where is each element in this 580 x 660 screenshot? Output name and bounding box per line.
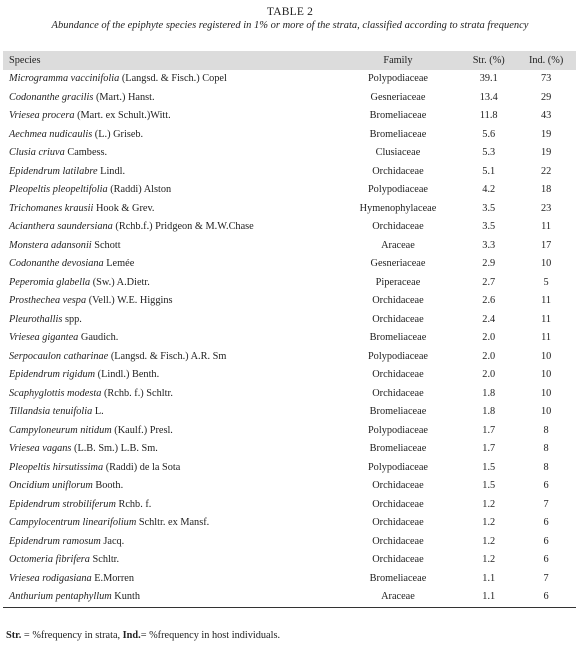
species-author: (Sw.) A.Dietr.: [92, 276, 150, 288]
table-row: [3, 477, 576, 496]
str-cell: 2.0: [482, 369, 496, 380]
family-cell: Bromeliaceae: [369, 406, 427, 417]
species-author: (Langsd. & Fisch.) A.R. Sm: [110, 350, 227, 362]
ind-cell: 8: [543, 424, 549, 436]
species-author: spp.: [64, 313, 82, 325]
species-name: Campylocentrum linearifolium: [9, 517, 137, 528]
epiphyte-table: [3, 51, 576, 608]
species-name: Codonanthe devosiana: [9, 258, 104, 269]
family-cell: Orchidaceae: [372, 535, 424, 547]
family-cell: Araceae: [335, 588, 462, 607]
species-name: Pleurothallis: [9, 313, 63, 325]
ind-cell: 22: [540, 165, 552, 177]
ind-cell: 11: [541, 295, 552, 306]
ind-cell: 8: [543, 443, 549, 454]
species-name: Epidendrum latilabre: [9, 165, 98, 177]
table-row: [3, 163, 576, 182]
ind-cell: 6: [543, 554, 549, 565]
species-name: Acianthera saundersiana: [9, 221, 113, 232]
ind-cell: 5: [543, 276, 549, 288]
table-row: [3, 237, 576, 256]
ind-cell: 11: [541, 332, 552, 343]
ind-cell: 10: [540, 387, 552, 399]
footnote-ind-abbr: Ind.: [122, 630, 141, 641]
species-name: Vriesea procera: [9, 110, 75, 121]
species-author: (L.B. Sm.) L.B. Sm.: [74, 443, 158, 454]
ind-cell: 11: [541, 313, 552, 325]
family-cell: Orchidaceae: [372, 517, 424, 528]
table-row: [3, 274, 576, 293]
family-cell: Polypodiaceae: [367, 424, 428, 436]
species-cell: [3, 200, 335, 219]
str-cell: 1.1: [461, 588, 516, 607]
species-author: Lemée: [106, 258, 135, 269]
species-name: Oncidium uniflorum: [9, 480, 93, 491]
family-cell: Orchidaceae: [372, 554, 424, 565]
str-cell: 1.2: [482, 498, 496, 510]
species-author: (Vell.) W.E. Higgins: [88, 295, 173, 306]
species-author: (Kaulf.) Presl.: [114, 424, 173, 436]
family-cell: Gesneriaceae: [370, 258, 426, 269]
str-cell: 1.2: [482, 517, 496, 528]
table-footnote: [6, 630, 280, 641]
table-body: [3, 70, 576, 607]
family-cell: Orchidaceae: [372, 313, 424, 325]
species-cell: [3, 588, 335, 607]
str-cell: 2.0: [482, 350, 496, 362]
family-cell: Bromeliaceae: [369, 110, 427, 121]
str-cell: 2.9: [482, 258, 496, 269]
ind-cell: 8: [543, 461, 549, 473]
ind-cell: 10: [540, 369, 552, 380]
ind-cell: 11: [541, 221, 552, 232]
str-cell: 1.7: [482, 424, 496, 436]
str-cell: 5.6: [482, 128, 496, 140]
table-row: [3, 200, 576, 219]
species-author: Jacq.: [103, 535, 125, 547]
species-cell: [3, 126, 335, 145]
species-name: Epidendrum ramosum: [9, 535, 101, 547]
table-row: [3, 440, 576, 459]
species-author: Hook & Grev.: [95, 202, 155, 214]
str-cell: 5.3: [482, 147, 496, 158]
str-cell: 1.2: [482, 535, 496, 547]
species-cell: [3, 237, 335, 256]
family-cell: Orchidaceae: [372, 295, 424, 306]
species-name: Vriesea gigantea: [9, 332, 79, 343]
table-row: [3, 588, 576, 607]
str-cell: 2.0: [482, 332, 496, 343]
str-cell: 2.4: [482, 313, 496, 325]
species-name: Codonanthe gracilis: [9, 91, 94, 103]
species-name: Peperomia glabella: [9, 276, 91, 288]
species-cell: [3, 255, 335, 274]
ind-cell: 29: [540, 91, 552, 103]
species-cell: [3, 107, 335, 126]
table-row: [3, 496, 576, 515]
str-cell: 2.6: [482, 295, 496, 306]
str-cell: 3.5: [482, 221, 496, 232]
species-cell: [3, 477, 335, 496]
footnote-ind-text: = %frequency in host individuals.: [140, 630, 281, 641]
family-cell: Orchidaceae: [372, 498, 424, 510]
family-cell: Hymenophylaceae: [359, 202, 437, 214]
species-cell: [3, 181, 335, 200]
species-author: Kunth: [114, 591, 141, 602]
species-author: (Mart. ex Schult.)Witt.: [77, 110, 171, 121]
table-row: [3, 218, 576, 237]
species-cell: [3, 385, 335, 404]
species-author: (Langsd. & Fisch.) Copel: [121, 73, 227, 84]
species-cell: [3, 274, 335, 293]
family-cell: Clusiaceae: [375, 147, 421, 158]
species-name: Scaphyglottis modesta: [9, 387, 102, 399]
ind-cell: 6: [516, 588, 576, 607]
ind-cell: 23: [540, 202, 552, 214]
family-cell: Polypodiaceae: [367, 350, 428, 362]
family-cell: Orchidaceae: [372, 369, 424, 380]
species-cell: [3, 70, 335, 89]
family-cell: Araceae: [381, 239, 415, 251]
species-author: (Rchb.f.) Pridgeon & M.W.Chase: [115, 221, 254, 232]
species-author: Rchb. f.: [118, 498, 152, 510]
species-name: Clusia criuva: [9, 147, 65, 158]
species-author: (Mart.) Hanst.: [95, 91, 155, 103]
table-row: [3, 70, 576, 89]
footnote-str-abbr: Str.: [6, 630, 22, 641]
ind-cell: 10: [540, 406, 552, 417]
table-row: [3, 348, 576, 367]
family-cell: Bromeliaceae: [369, 332, 427, 343]
family-cell: Polypodiaceae: [367, 73, 428, 84]
table-row: [3, 533, 576, 552]
species-cell: [3, 218, 335, 237]
species-name: Pleopeltis hirsutissima: [9, 461, 104, 473]
family-cell: Piperaceae: [375, 276, 421, 288]
species-cell: [3, 422, 335, 441]
species-cell: [3, 403, 335, 422]
table-row: [3, 422, 576, 441]
species-cell: [3, 440, 335, 459]
table-row: [3, 329, 576, 348]
species-author: Lindl.: [100, 165, 126, 177]
species-author: (L.) Griseb.: [94, 128, 144, 140]
species-author: Schott: [94, 239, 121, 251]
species-cell: [3, 366, 335, 385]
ind-cell: 43: [540, 110, 552, 121]
table-caption: Abundance of the epiphyte species registered in 1% or more of the strata, classified according to strata frequency: [51, 20, 529, 31]
table-row: [3, 366, 576, 385]
species-cell: [3, 533, 335, 552]
str-cell: 39.1: [479, 73, 498, 84]
table-row: [3, 292, 576, 311]
species-cell: [3, 551, 335, 570]
species-cell: [3, 163, 335, 182]
species-author: Schltr.: [92, 554, 120, 565]
species-cell: [3, 144, 335, 163]
str-cell: 1.8: [482, 406, 496, 417]
species-name: Octomeria fibrifera: [9, 554, 90, 565]
species-author: (Raddi) Alston: [110, 184, 172, 195]
family-cell: Orchidaceae: [372, 165, 424, 177]
str-cell: 4.2: [482, 184, 496, 195]
str-cell: 1.8: [482, 387, 496, 399]
str-cell: 1.5: [482, 480, 496, 491]
species-name: Trichomanes krausii: [9, 202, 94, 214]
species-name: Anthurium pentaphyllum: [9, 591, 112, 602]
str-cell: 1.2: [482, 554, 496, 565]
ind-cell: 19: [540, 128, 552, 140]
species-author: L.: [94, 406, 104, 417]
table-row: [3, 385, 576, 404]
table-title: TABLE 2: [266, 6, 314, 18]
table-row: [3, 551, 576, 570]
family-cell: Bromeliaceae: [369, 128, 427, 140]
family-cell: Orchidaceae: [372, 387, 424, 399]
species-cell: [3, 329, 335, 348]
family-cell: Bromeliaceae: [369, 443, 427, 454]
header-row: [3, 51, 576, 70]
species-name: Prosthechea vespa: [9, 295, 87, 306]
species-name: Epidendrum strobiliferum: [9, 498, 116, 510]
species-author: (Lindl.) Benth.: [97, 369, 160, 380]
table-header: [3, 51, 576, 70]
species-cell: [3, 89, 335, 108]
str-cell: 3.5: [482, 202, 496, 214]
family-cell: Polypodiaceae: [367, 184, 428, 195]
species-author: E.Morren: [94, 572, 134, 584]
str-cell: 1.5: [482, 461, 496, 473]
species-cell: [3, 496, 335, 515]
str-cell: 1.1: [482, 572, 496, 584]
species-name: Microgramma vaccinifolia: [9, 73, 120, 84]
species-author: Schltr. ex Mansf.: [138, 517, 210, 528]
table-row: [3, 459, 576, 478]
str-cell: 11.8: [479, 110, 498, 121]
header-str: Str. (%): [472, 55, 505, 66]
family-cell: Polypodiaceae: [367, 461, 428, 473]
header-family: Family: [383, 55, 413, 66]
species-author: Gaudich.: [80, 332, 119, 343]
header-species: Species: [9, 55, 41, 66]
str-cell: 3.3: [482, 239, 496, 251]
str-cell: 13.4: [479, 91, 498, 103]
family-cell: Orchidaceae: [372, 221, 424, 232]
species-cell: [3, 459, 335, 478]
ind-cell: 18: [540, 184, 552, 195]
footnote-str-text: = %frequency in strata,: [21, 630, 123, 641]
species-name: Serpocaulon catharinae: [9, 350, 109, 362]
table-row: [3, 570, 576, 589]
species-author: (Raddi) de la Sota: [105, 461, 181, 473]
species-cell: [3, 311, 335, 330]
table-row: [3, 126, 576, 145]
header-ind: Ind. (%): [528, 55, 564, 66]
ind-cell: 6: [543, 535, 549, 547]
str-cell: 2.7: [482, 276, 496, 288]
table-row: [3, 255, 576, 274]
species-name: Campyloneurum nitidum: [9, 424, 112, 436]
species-name: Aechmea nudicaulis: [9, 128, 93, 140]
ind-cell: 7: [543, 572, 549, 584]
family-cell: Orchidaceae: [372, 480, 424, 491]
table-row: [3, 107, 576, 126]
table-row: [3, 514, 576, 533]
table-row: [3, 311, 576, 330]
ind-cell: 10: [540, 258, 552, 269]
species-name: Vriesea rodigasiana: [9, 572, 92, 584]
species-name: Pleopeltis pleopeltifolia: [9, 184, 108, 195]
table-row: [3, 181, 576, 200]
table-row: [3, 403, 576, 422]
table-row: [3, 144, 576, 163]
family-cell: Bromeliaceae: [369, 572, 427, 584]
species-cell: [3, 348, 335, 367]
ind-cell: 6: [543, 480, 549, 491]
str-cell: 5.1: [482, 165, 496, 177]
species-name: Vriesea vagans: [9, 443, 72, 454]
family-cell: Gesneriaceae: [370, 91, 426, 103]
species-name: Monstera adansonii: [9, 239, 92, 251]
ind-cell: 10: [540, 350, 552, 362]
species-cell: [3, 514, 335, 533]
species-cell: [3, 570, 335, 589]
ind-cell: 19: [540, 147, 552, 158]
ind-cell: 7: [543, 498, 549, 510]
species-author: Booth.: [95, 480, 124, 491]
ind-cell: 17: [540, 239, 552, 251]
species-author: Cambess.: [67, 147, 108, 158]
species-author: (Rchb. f.) Schltr.: [103, 387, 173, 399]
str-cell: 1.7: [482, 443, 496, 454]
table-row: [3, 89, 576, 108]
ind-cell: 6: [543, 517, 549, 528]
ind-cell: 73: [540, 73, 552, 84]
species-name: Epidendrum rigidum: [9, 369, 96, 380]
species-cell: [3, 292, 335, 311]
species-name: Tillandsia tenuifolia: [9, 406, 93, 417]
